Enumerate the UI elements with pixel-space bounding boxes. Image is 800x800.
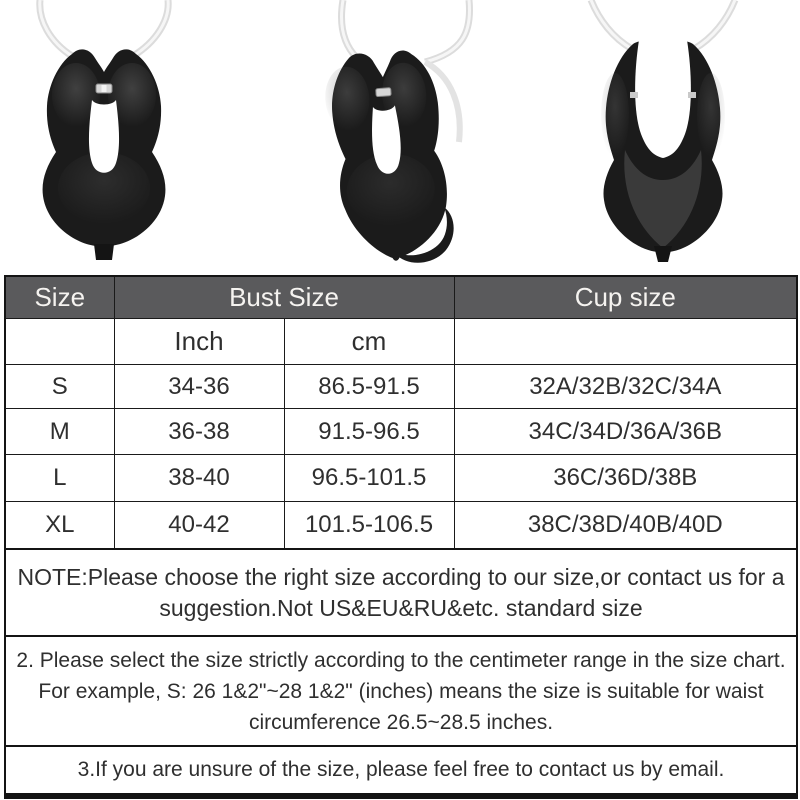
crotch-tab [654, 246, 672, 262]
cm-cell: 96.5-101.5 [284, 455, 454, 502]
table-row [5, 502, 797, 550]
bust-size-column-header: Bust Size [114, 276, 454, 319]
inch-cell: 36-38 [114, 409, 284, 455]
table-subheader-row [5, 319, 797, 365]
size-cell: M [5, 409, 114, 455]
front-clasp [376, 88, 392, 97]
note-text-1: NOTE:Please choose the right size according to our size,or contact us for a suggestion.Not US&EU&RU&etc. standard size [5, 549, 797, 636]
cup-cell: 38C/38D/40B/40D [454, 502, 797, 550]
empty-cell [5, 319, 114, 365]
size-column-header: Size [5, 276, 114, 319]
empty-cell [454, 319, 797, 365]
bodysuit-back-view-image [553, 0, 773, 270]
size-chart-table [4, 275, 798, 799]
crotch-tab [94, 244, 114, 260]
cm-cell: 91.5-96.5 [284, 409, 454, 455]
open-back-cutout [635, 33, 691, 159]
cup-cell: 32A/32B/32C/34A [454, 365, 797, 409]
table-row [5, 365, 797, 409]
inch-cell: 40-42 [114, 502, 284, 550]
product-gallery [0, 0, 800, 272]
table-row [5, 409, 797, 455]
front-clasp [96, 84, 112, 93]
size-cell: S [5, 365, 114, 409]
cup-cell: 34C/34D/36A/36B [454, 409, 797, 455]
cm-subheader: cm [284, 319, 454, 365]
note-row-3 [5, 746, 797, 796]
note-text-3: 3.If you are unsure of the size, please feel free to contact us by email. [5, 746, 797, 796]
cup-cell: 36C/36D/38B [454, 455, 797, 502]
note-row-2 [5, 636, 797, 746]
inch-subheader: Inch [114, 319, 284, 365]
plunge-cutout [89, 100, 119, 173]
size-cell: XL [5, 502, 114, 550]
note-row-1 [5, 549, 797, 636]
inch-cell: 38-40 [114, 455, 284, 502]
cm-cell: 101.5-106.5 [284, 502, 454, 550]
clear-straps [40, 0, 168, 56]
note-text-2: 2. Please select the size strictly according to the centimeter range in the size chart. For example, S: 26 1&2"~28 1&2" (inches) means the size is suitable for waist circumference 26.5~28.5 inches. [5, 636, 797, 746]
table-row [5, 455, 797, 502]
cm-cell: 86.5-91.5 [284, 365, 454, 409]
bodysuit-three-quarter-view-image [283, 0, 513, 270]
table-header-row [5, 276, 797, 319]
bodysuit-front-view-image [10, 0, 220, 270]
size-cell: L [5, 455, 114, 502]
cup-size-column-header: Cup size [454, 276, 797, 319]
inch-cell: 34-36 [114, 365, 284, 409]
